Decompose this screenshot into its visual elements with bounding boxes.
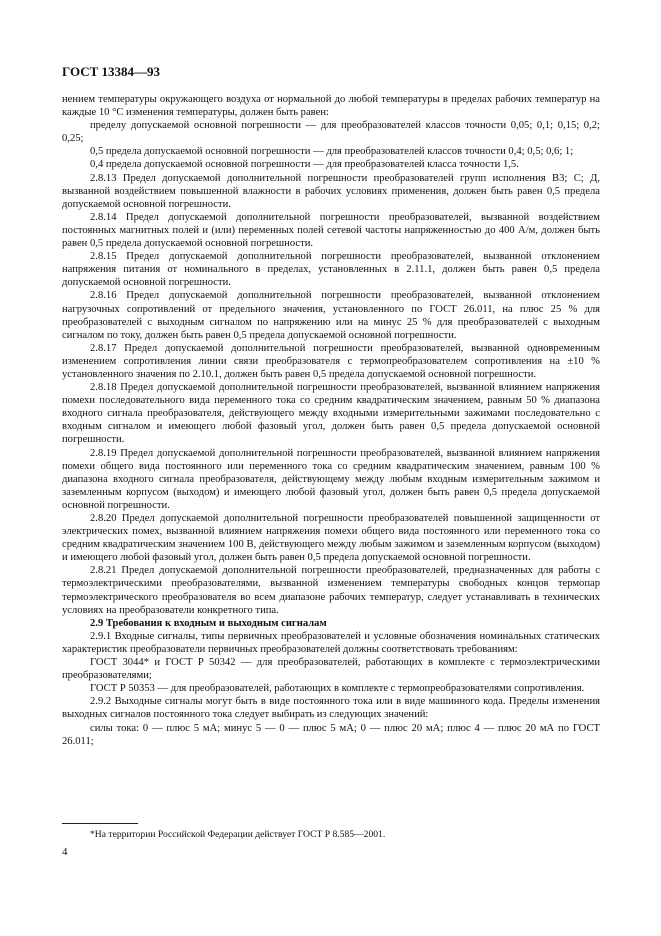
section-heading-2-9: 2.9 Требования к входным и выходным сигналам — [90, 617, 327, 629]
clause-2-8-15: 2.8.15 Предел допускаемой дополнительной погрешности преобразователей, вызванной отклонением напряжения питания от номинального в пределах, установленных в 2.11.1, должен быть равен 0,5 предела допускаемой основной погрешности. — [62, 251, 600, 289]
clause-2-9-1: 2.9.1 Входные сигналы, типы первичных преобразователей и условные обозначения номинальных статических характеристик преобразователи первичных преобразователей должны соответствовать требованиям: — [62, 630, 600, 655]
footnote-divider — [62, 823, 138, 824]
document-code-header: ГОСТ 13384—93 — [62, 64, 161, 79]
clause-2-8-18: 2.8.18 Предел допускаемой дополнительной погрешности преобразователей, вызванной влиянием напряжения помехи последовательного вида переменного тока со средним квадратическим значением, равным 50 % диапазона входного сигнала преобразователя, действующего между входными измерительными зажимами последовательно с входным сигналом и имеющего любой фазовый угол, должен быть равен 0,5 предела допускаемой основной погрешности. — [62, 382, 600, 446]
paragraph-list-item: 0,5 предела допускаемой основной погрешности — для преобразователей классов точности 0,4; 0,5; 0,6; 1; — [90, 146, 574, 158]
clause-2-8-16: 2.8.16 Предел допускаемой дополнительной погрешности преобразователей, вызванной отклонением нагрузочных сопротивлений от предельного значения, установленного по ГОСТ 26.011, на плюс 25 % для преобразователей с выходным сигналом по напряжению или на минус 25 % для преобразователей с выходным сигналом по току, должен быть равен 0,5 предела допускаемой основной погрешности. — [62, 290, 600, 341]
clause-2-8-21: 2.8.21 Предел допускаемой дополнительной погрешности преобразователей, предназначенных для работы с термоэлектрическими преобразователями, вызванной изменением температуры свободных концов термопар термоэлектрического преобразователя во всем диапазоне рабочих температур, следует устанавливать в технических условиях на преобразователи конкретного типа. — [62, 565, 600, 616]
paragraph-standard-ref: ГОСТ Р 50353 — для преобразователей, работающих в комплекте с термопреобразователями сопротивления. — [90, 683, 585, 695]
paragraph-list-item: пределу допускаемой основной погрешности — для преобразователей классов точности 0,05; 0,1; 0,15; 0,2; 0,25; — [62, 120, 600, 145]
clause-2-9-2: 2.9.2 Выходные сигналы могут быть в виде постоянного тока или в виде машинного кода. Пределы изменения выходных сигналов постоянного тока следует выбирать из следующих значений: — [62, 696, 600, 721]
clause-2-8-20: 2.8.20 Предел допускаемой дополнительной погрешности преобразователей повышенной защищенности от электрических помех, вызванной влиянием напряжения помехи общего вида постоянного или переменного тока со средним квадратическим значением 100 В, действующего между любым зажимом и заземленным корпусом (выходом) и имеющего любой фазовый угол, должен быть равен 0,5 предела допускаемой основной погрешности. — [62, 513, 600, 564]
paragraph-continuation: нением температуры окружающего воздуха от нормальной до любой температуры в пределах рабочих температур на каждые 10 °С изменения температуры, должен быть равен: — [62, 94, 600, 119]
clause-2-8-13: 2.8.13 Предел допускаемой дополнительной погрешности преобразователей групп исполнения В3; С; Д, вызванной воздействием повышенной влажности в рабочих условиях применения, должен быть равен 0,5 предела допускаемой основной погрешности. — [62, 172, 600, 210]
paragraph-standard-ref: ГОСТ 3044* и ГОСТ Р 50342 — для преобразователей, работающих в комплекте с термоэлектрическими преобразователями; — [62, 657, 600, 682]
clause-2-8-17: 2.8.17 Предел допускаемой дополнительной погрешности преобразователей, вызванной одновременным изменением сопротивления линии связи преобразователя с термопреобразователем сопротивления на ±10 % установленного значения по 2.10.1, должен быть равен 0,5 предела допускаемой основной погрешности. — [62, 342, 600, 380]
page-number: 4 — [62, 846, 68, 858]
paragraph-list-item: 0,4 предела допускаемой основной погрешности — для преобразователей класса точности 1,5. — [90, 159, 519, 171]
clause-2-8-19: 2.8.19 Предел допускаемой дополнительной погрешности преобразователей, вызванной влиянием напряжения помехи общего вида постоянного или переменного тока со средним квадратическим значением, равным 100 % диапазона входного сигнала преобразователя, действующему между любым входным измерительным зажимом и заземленным корпусом (выходом) и имеющего любой фазовый угол, должен быть равен 0,5 предела допускаемой основной погрешности. — [62, 447, 600, 511]
document-body — [62, 93, 600, 748]
footnote: *На территории Российской Федерации действует ГОСТ Р 8.585—2001. — [90, 829, 386, 840]
paragraph-current-values: силы тока: 0 — плюс 5 мА; минус 5 — 0 — плюс 5 мА; 0 — плюс 20 мА; плюс 4 — плюс 20 мА по ГОСТ 26.011; — [62, 722, 600, 747]
clause-2-8-14: 2.8.14 Предел допускаемой дополнительной погрешности преобразователей, вызванной воздействием постоянных магнитных полей и (или) переменных полей сетевой частоты напряженностью до 400 А/м, должен быть равен 0,5 предела допускаемой основной погрешности. — [62, 211, 600, 250]
